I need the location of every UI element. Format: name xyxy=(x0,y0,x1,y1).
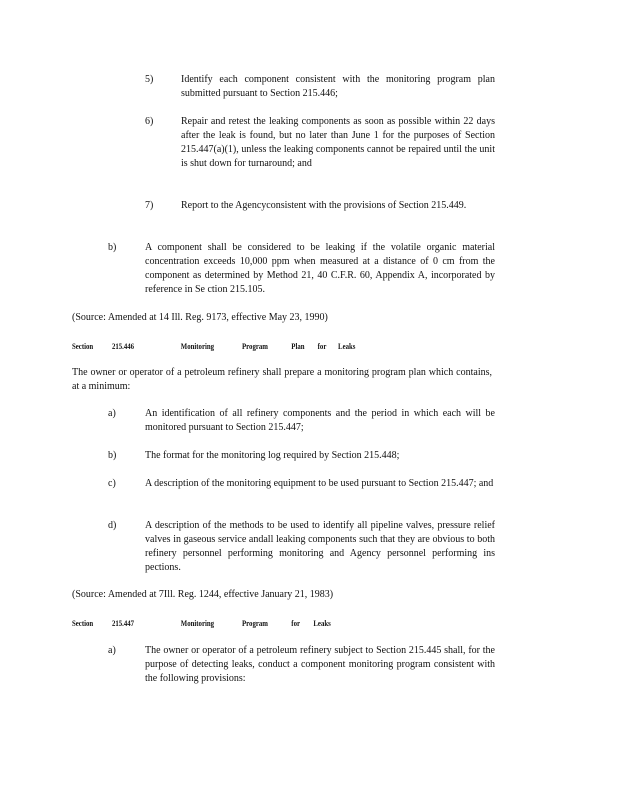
section-title-word: Monitoring xyxy=(180,619,215,628)
item-text: A description of the monitoring equipment to be used pursuant to Section 215.447; and xyxy=(145,478,494,489)
item-number: d) xyxy=(108,520,117,531)
item-number: c) xyxy=(108,478,116,489)
item-text: The owner or operator of a petroleum refinery subject to Section 215.445 shall, for the purpose of detecting leaks, conduct a component monitoring program consistent with the following provisions: xyxy=(145,645,495,684)
item-number: b) xyxy=(108,242,117,253)
section-title-word: for xyxy=(291,619,300,628)
section-number: 215.446 xyxy=(111,342,135,351)
item-text: A component shall be considered to be leaking if the volatile organic material concentration exceeds 10,000 ppm when measured at a distance of 0 cm from the component as determined by Method 21, 40 C.F.R. 60, Appendix A, incorporated by reference in Se ction 215.105. xyxy=(145,242,495,295)
item-text: A description of the methods to be used to identify all pipeline valves, pressure relief valves in gaseous service andall leaking components such that they are obvious to both refinery personnel performing monitoring and Agency personnel performing ins pections. xyxy=(145,520,495,573)
item-number: b) xyxy=(108,450,117,461)
section-heading xyxy=(72,617,378,629)
section-label: Section xyxy=(72,619,94,628)
item-number: 6) xyxy=(145,116,154,127)
item-text: Report to the Agencyconsistent with the provisions of Section 215.449. xyxy=(181,200,467,211)
section-title-word: Leaks xyxy=(313,619,331,628)
section-heading xyxy=(72,340,378,352)
item-number: 5) xyxy=(145,74,154,85)
section-label: Section xyxy=(72,342,94,351)
item-number: 7) xyxy=(145,200,154,211)
section-title-word: Program xyxy=(242,619,268,628)
section-title-word: Leaks xyxy=(338,342,356,351)
item-text: An identification of all refinery components and the period in which each will be monitored pursuant to Section 215.447; xyxy=(145,408,495,433)
section-title-word: Monitoring xyxy=(180,342,215,351)
item-number: a) xyxy=(108,408,116,419)
item-text: Identify each component consistent with the monitoring program plan submitted pursuant to Section 215.446; xyxy=(181,74,495,99)
section-intro: The owner or operator of a petroleum refinery shall prepare a monitoring program plan which contains, at a minimum: xyxy=(72,367,492,392)
item-number: a) xyxy=(108,645,116,656)
section-title-word: Plan xyxy=(291,342,305,351)
item-text: The format for the monitoring log required by Section 215.448; xyxy=(145,450,400,461)
item-text: Repair and retest the leaking components as soon as possible within 22 days after the leak is found, but no later than June 1 for the purposes of Section 215.447(a)(1), unless the leaking components cannot be repaired until the unit is shut down for turnaround; and xyxy=(181,116,495,169)
section-title-word: Program xyxy=(242,342,268,351)
section-number: 215.447 xyxy=(111,619,135,628)
section-title-word: for xyxy=(317,342,327,351)
source-note: (Source: Amended at 7Ill. Reg. 1244, effective January 21, 1983) xyxy=(72,589,334,600)
source-note: (Source: Amended at 14 Ill. Reg. 9173, effective May 23, 1990) xyxy=(72,312,328,323)
